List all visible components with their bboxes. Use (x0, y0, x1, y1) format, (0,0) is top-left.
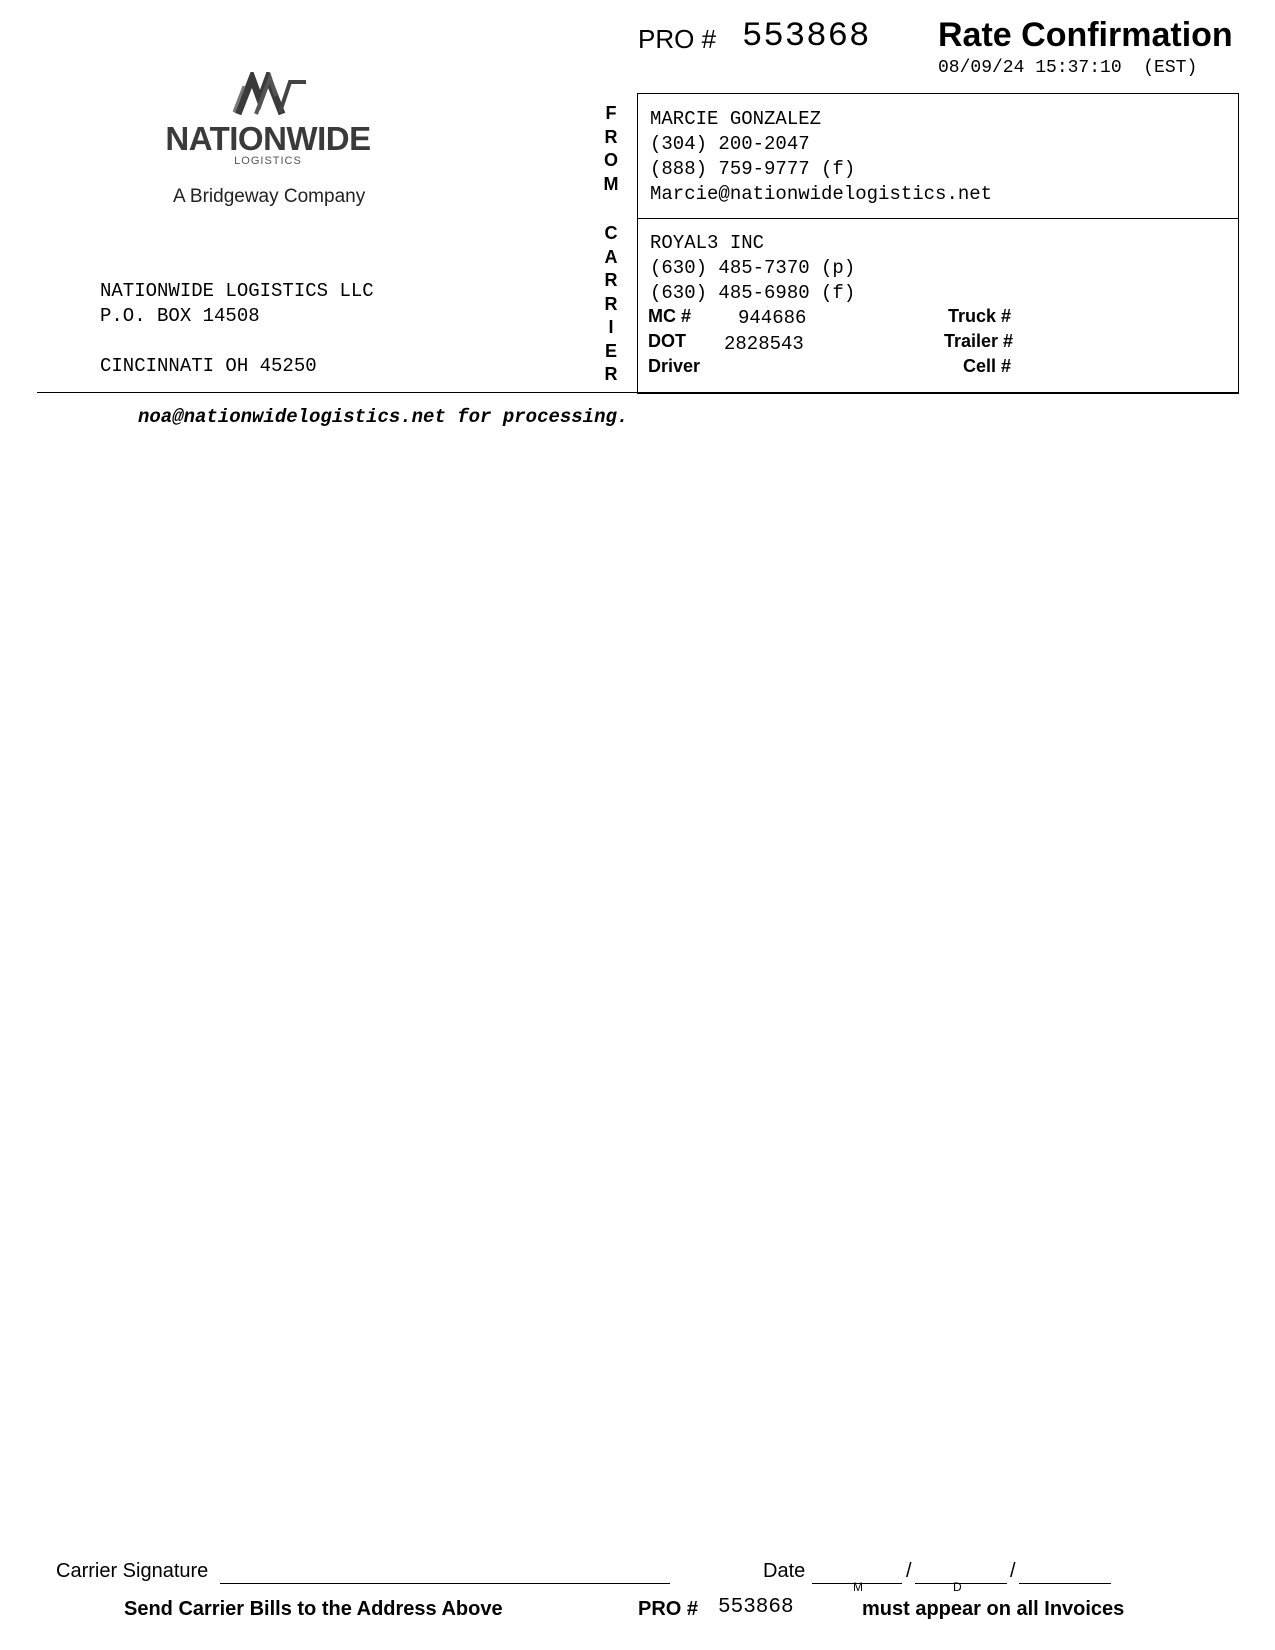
signature-label: Carrier Signature (56, 1560, 209, 1582)
cell-label: Cell # (963, 356, 1012, 376)
date-label: Date (763, 1560, 806, 1582)
from-vertical-label: F R O M (603, 103, 619, 194)
mc-label: MC # (648, 306, 692, 326)
pro-label: PRO # (638, 24, 717, 54)
company-city: CINCINNATI OH 45250 (100, 355, 317, 377)
noa-notice: noa@nationwidelogistics.net for processing. (138, 406, 629, 428)
company-po-box: P.O. BOX 14508 (100, 305, 260, 327)
footer-pro-number: 553868 (718, 1596, 794, 1619)
date-slash-1: / (906, 1560, 912, 1582)
send-bills-text: Send Carrier Bills to the Address Above (124, 1598, 503, 1620)
dot-value: 2828543 (724, 333, 804, 355)
footer-pro-label: PRO # (638, 1598, 699, 1620)
carrier-phone: (630) 485-7370 (p) (650, 257, 856, 279)
nationwide-logo-icon (160, 72, 390, 202)
from-name: MARCIE GONZALEZ (650, 108, 822, 130)
truck-label: Truck # (948, 306, 1012, 326)
from-email: Marcie@nationwidelogistics.net (650, 183, 993, 205)
svg-text:NATIONWIDE: NATIONWIDE (165, 120, 371, 157)
from-fax: (888) 759-9777 (f) (650, 158, 856, 180)
from-phone: (304) 200-2047 (650, 133, 810, 155)
carrier-fax: (630) 485-6980 (f) (650, 282, 856, 304)
header-divider (37, 392, 1238, 393)
day-caption: D (953, 1580, 962, 1594)
company-name: NATIONWIDE LOGISTICS LLC (100, 280, 374, 302)
company-logo (160, 72, 390, 202)
signature-line[interactable] (220, 1583, 670, 1584)
month-caption: M (853, 1580, 863, 1594)
document-title: Rate Confirmation (938, 16, 1233, 54)
carrier-vertical-label: C A R R I E R (604, 223, 618, 384)
pro-number: 553868 (742, 18, 871, 56)
dot-label: DOT (648, 331, 686, 351)
date-year-line[interactable] (1019, 1583, 1111, 1584)
company-tagline: A Bridgeway Company (173, 186, 366, 207)
carrier-name: ROYAL3 INC (650, 232, 765, 254)
svg-text:LOGISTICS: LOGISTICS (234, 155, 302, 167)
must-appear-text: must appear on all Invoices (862, 1598, 1125, 1620)
document-datetime: 08/09/24 15:37:10 (EST) (938, 58, 1198, 78)
mc-value: 944686 (738, 307, 807, 329)
driver-label: Driver (648, 356, 701, 376)
date-slash-2: / (1010, 1560, 1016, 1582)
trailer-label: Trailer # (944, 331, 1014, 351)
